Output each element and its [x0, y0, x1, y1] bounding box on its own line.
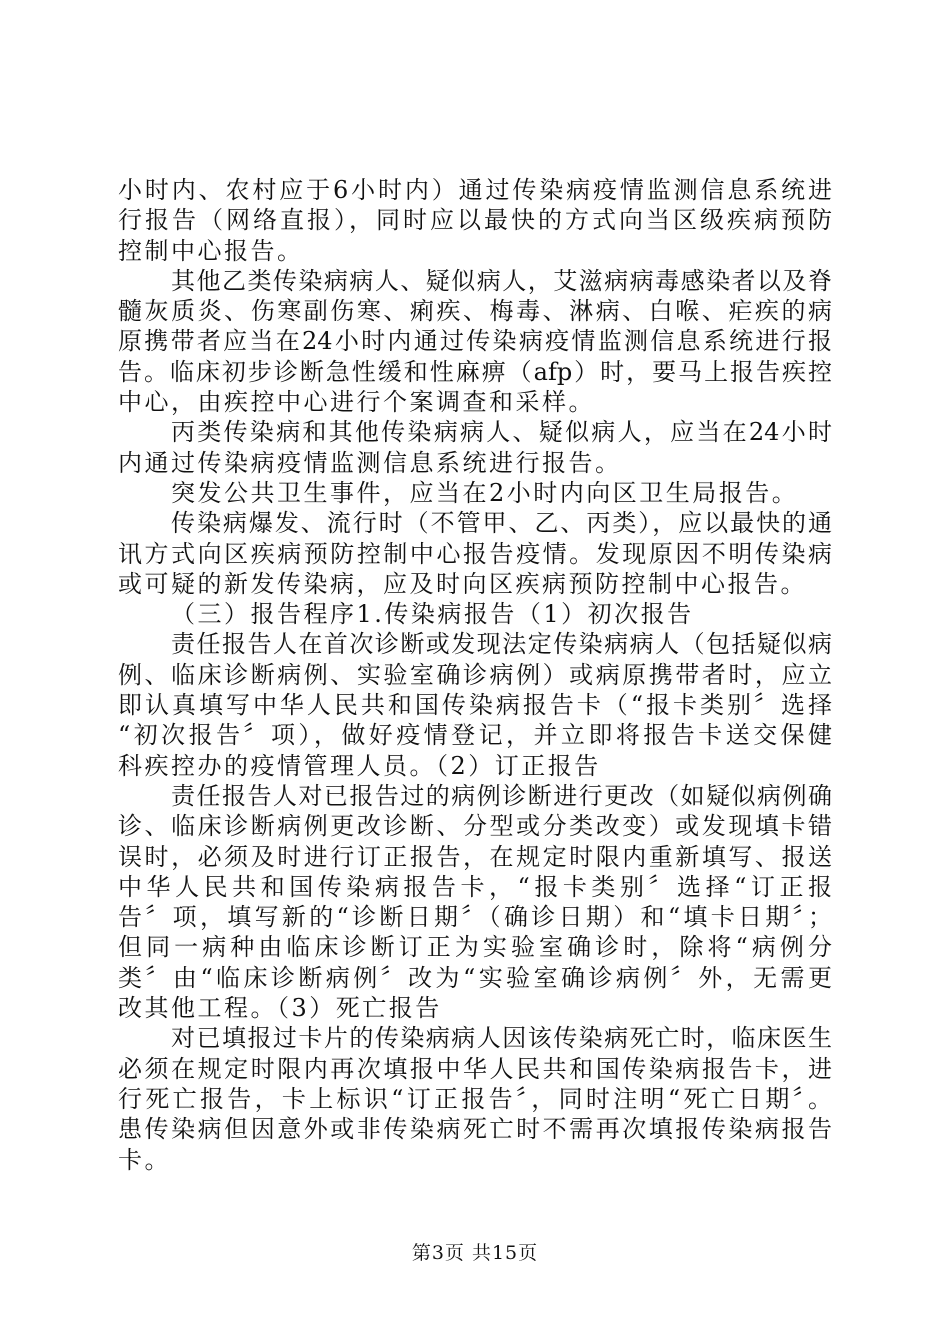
text-line: 行死亡报告，卡上标识“订正报告〞，同时注明“死亡日期〞。 — [118, 1084, 832, 1113]
page-footer: 第3页 共15页 — [411, 1242, 539, 1264]
text-line: 但同一病种由临床诊断订正为实验室确诊时，除将“病例分 — [118, 933, 832, 962]
text-line: 中华人民共和国传染病报告卡，“报卡类别〞选择“订正报 — [118, 872, 832, 901]
paragraph — [118, 417, 832, 478]
text-line: 突发公共卫生事件，应当在2小时内向区卫生局报告。 — [171, 478, 799, 507]
text-line: 髓灰质炎、伤寒副伤寒、痢疾、梅毒、淋病、白喉、疟疾的病 — [118, 297, 832, 326]
paragraph — [118, 629, 832, 780]
text-line: 改其他工程。（3）死亡报告 — [118, 994, 442, 1023]
text-line: 行报告（网络直报），同时应以最快的方式向当区级疾病预防 — [118, 206, 832, 235]
text-line: 告。临床初步诊断急性缓和性麻痹（afp）时，要马上报告疾控 — [118, 357, 832, 386]
paragraph — [118, 1023, 832, 1174]
text-line: 必须在规定时限内再次填报中华人民共和国传染病报告卡，进 — [118, 1054, 832, 1083]
text-line: “初次报告〞项），做好疫情登记，并立即将报告卡送交保健 — [118, 721, 832, 750]
text-line: 责任报告人在首次诊断或发现法定传染病病人（包括疑似病 — [171, 630, 832, 659]
text-line: 即认真填写中华人民共和国传染病报告卡（“报卡类别〞选择 — [118, 691, 832, 720]
paragraph — [118, 175, 832, 266]
text-line: 告〞项，填写新的“诊断日期〞（确诊日期）和“填卡日期〞； — [118, 903, 832, 932]
text-line: 内通过传染病疫情监测信息系统进行报告。 — [118, 448, 622, 477]
paragraph — [118, 508, 832, 599]
section-heading — [118, 599, 832, 629]
text-line: 其他乙类传染病病人、疑似病人，艾滋病病毒感染者以及脊 — [171, 266, 832, 295]
text-line: 或可疑的新发传染病，应及时向区疾病预防控制中心报告。 — [118, 569, 807, 598]
document-body — [118, 175, 832, 1175]
text-line: 对已填报过卡片的传染病病人因该传染病死亡时，临床医生 — [171, 1024, 832, 1053]
paragraph — [118, 781, 832, 1023]
text-line: 患传染病但因意外或非传染病死亡时不需再次填报传染病报告 — [118, 1115, 832, 1144]
text-line: 原携带者应当在24小时内通过传染病疫情监测信息系统进行报 — [118, 327, 832, 356]
text-line: 误时，必须及时进行订正报告，在规定时限内重新填写、报送 — [118, 842, 832, 871]
text-line: 讯方式向区疾病预防控制中心报告疫情。发现原因不明传染病 — [118, 539, 832, 568]
paragraph — [118, 478, 832, 508]
text-line: 科疾控办的疫情管理人员。（2）订正报告 — [118, 751, 601, 780]
text-line: 小时内、农村应于6小时内）通过传染病疫情监测信息系统进 — [118, 176, 832, 204]
text-line: 卡。 — [118, 1145, 171, 1174]
text-line: 诊、临床诊断病例更改诊断、分型或分类改变）或发现填卡错 — [118, 812, 832, 841]
text-line: 例、临床诊断病例、实验室确诊病例）或病原携带者时，应立 — [118, 660, 832, 689]
section-heading-line: （三）报告程序1.传染病报告（1）初次报告 — [171, 600, 694, 629]
text-line: 中心，由疾控中心进行个案调查和采样。 — [118, 388, 595, 417]
text-line: 控制中心报告。 — [118, 236, 304, 265]
text-line: 责任报告人对已报告过的病例诊断进行更改（如疑似病例确 — [171, 781, 832, 810]
text-line: 传染病爆发、流行时（不管甲、乙、丙类），应以最快的通 — [171, 509, 832, 538]
text-line: 类〞由“临床诊断病例〞改为“实验室确诊病例〞外，无需更 — [118, 963, 832, 992]
text-line: 丙类传染病和其他传染病病人、疑似病人，应当在24小时 — [171, 418, 832, 447]
paragraph — [118, 266, 832, 417]
